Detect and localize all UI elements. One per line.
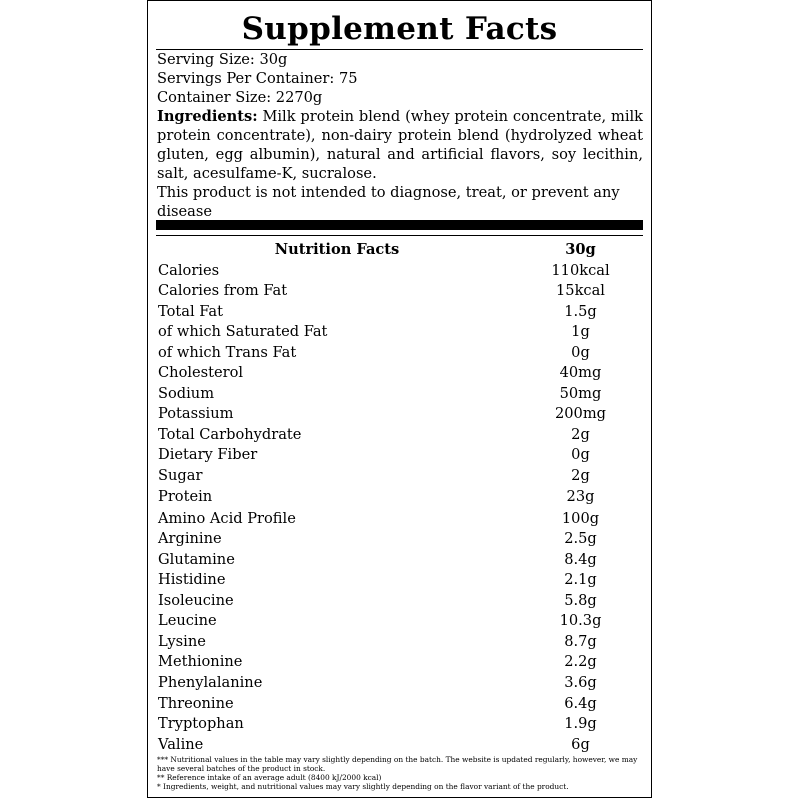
table-row: [157, 694, 643, 715]
table-row: [157, 714, 643, 735]
nutrient-name: Lysine: [158, 632, 206, 650]
nutrient-value: 200mg: [554, 405, 607, 423]
supplement-facts-label: [147, 0, 652, 798]
nutrient-name: Histidine: [158, 571, 226, 589]
table-row: [157, 632, 643, 653]
footnote: *** Nutritional values in the table may vary slightly depending on the batch. The website is updated regularly, however, we may have several batches of the product in stock.: [157, 755, 638, 773]
table-row: [157, 281, 643, 302]
table-row: [157, 570, 643, 591]
nutrient-name: Protein: [158, 487, 213, 505]
table-row: [157, 673, 643, 694]
nutrient-name: Amino Acid Profile: [158, 509, 296, 527]
table-row: [157, 735, 643, 756]
nutrient-value: 10.3g: [559, 612, 602, 630]
table-row: [157, 363, 643, 384]
nutrient-value: 1.5g: [564, 302, 597, 320]
table-row: [157, 261, 643, 282]
nutrient-value: 3.6g: [564, 673, 597, 691]
nutrient-value: 100g: [561, 509, 600, 527]
nutrient-value: 2.2g: [564, 653, 597, 671]
table-row: [157, 445, 643, 466]
nutrient-value: 2.5g: [564, 530, 597, 548]
table-row: [157, 384, 643, 405]
nutrient-name: Total Fat: [158, 302, 223, 320]
nutrient-value: 15kcal: [556, 282, 605, 300]
nutrient-name: Potassium: [158, 405, 234, 423]
table-row: [157, 302, 643, 323]
ingredients-paragraph: [157, 107, 643, 183]
nutrient-value: 40mg: [559, 364, 602, 382]
nutrient-name: Sugar: [158, 467, 203, 485]
table-row: [157, 466, 643, 487]
table-header-name: Nutrition Facts: [274, 241, 400, 258]
nutrient-value: 23g: [566, 487, 595, 505]
table-row: [157, 322, 643, 343]
nutrient-name: Tryptophan: [158, 715, 244, 733]
nutrient-value: 5.8g: [564, 591, 597, 609]
nutrient-value: 0g: [571, 446, 590, 464]
disclaimer-text: This product is not intended to diagnose, treat, or prevent any disease: [157, 184, 620, 220]
footnotes: [157, 755, 647, 791]
table-row: [157, 611, 643, 632]
table-row: [157, 591, 643, 612]
footnote: ** Reference intake of an average adult (8400 kJ/2000 kcal): [157, 773, 382, 782]
nutrient-name: Threonine: [158, 694, 234, 712]
nutrient-name: Glutamine: [158, 550, 235, 568]
table-header-value: 30g: [565, 241, 596, 258]
ingredients-text: Milk protein blend (whey protein concentrate, milk protein concentrate), non-dairy protein blend (hydrolyzed wheat gluten, egg albumin), natural and artificial flavors, soy lecithin, salt, acesulfame-K, sucralose.: [157, 108, 643, 182]
nutrient-name: Cholesterol: [158, 364, 244, 382]
nutrient-name: Sodium: [158, 384, 215, 402]
nutrient-value: 0g: [571, 343, 590, 361]
table-row: [157, 529, 643, 550]
table-row: [157, 404, 643, 425]
table-row: [157, 425, 643, 446]
label-title: Supplement Facts: [241, 11, 558, 47]
container-size: Container Size: 2270g: [157, 89, 323, 106]
table-row: [157, 652, 643, 673]
nutrient-value: 2.1g: [564, 571, 597, 589]
table-body: [157, 261, 643, 756]
thin-divider: [156, 235, 643, 236]
thick-divider: [156, 220, 643, 230]
table-row: [157, 550, 643, 571]
table-header-row: [157, 240, 643, 261]
table-row: [157, 509, 643, 530]
nutrient-value: 110kcal: [551, 261, 610, 279]
nutrient-name: Calories: [158, 261, 220, 279]
nutrient-value: 6.4g: [564, 694, 597, 712]
nutrient-name: Dietary Fiber: [158, 446, 258, 464]
table-row: [157, 343, 643, 364]
nutrient-value: 2g: [571, 467, 590, 485]
nutrient-name: of which Saturated Fat: [158, 323, 328, 341]
nutrient-name: Phenylalanine: [158, 673, 263, 691]
ingredients-label: Ingredients:: [157, 108, 258, 125]
nutrient-value: 1g: [571, 323, 590, 341]
nutrition-table: [157, 240, 643, 755]
nutrient-name: of which Trans Fat: [158, 343, 297, 361]
nutrient-name: Leucine: [158, 612, 217, 630]
serving-info: [157, 50, 643, 221]
nutrient-name: Calories from Fat: [158, 282, 288, 300]
nutrient-value: 8.4g: [564, 550, 597, 568]
nutrient-name: Isoleucine: [158, 591, 234, 609]
nutrient-name: Total Carbohydrate: [158, 425, 302, 443]
nutrient-value: 2g: [571, 425, 590, 443]
nutrient-value: 50mg: [559, 384, 602, 402]
table-row: [157, 487, 643, 508]
servings-per-container: Servings Per Container: 75: [157, 70, 358, 87]
footnote: * Ingredients, weight, and nutritional values may vary slightly depending on the flavor variant of the product.: [157, 782, 569, 791]
nutrient-name: Methionine: [158, 653, 243, 671]
nutrient-name: Arginine: [158, 530, 222, 548]
nutrient-value: 6g: [571, 735, 590, 753]
nutrient-value: 8.7g: [564, 632, 597, 650]
nutrient-name: Valine: [158, 735, 204, 753]
nutrient-value: 1.9g: [564, 715, 597, 733]
serving-size: Serving Size: 30g: [157, 51, 288, 68]
